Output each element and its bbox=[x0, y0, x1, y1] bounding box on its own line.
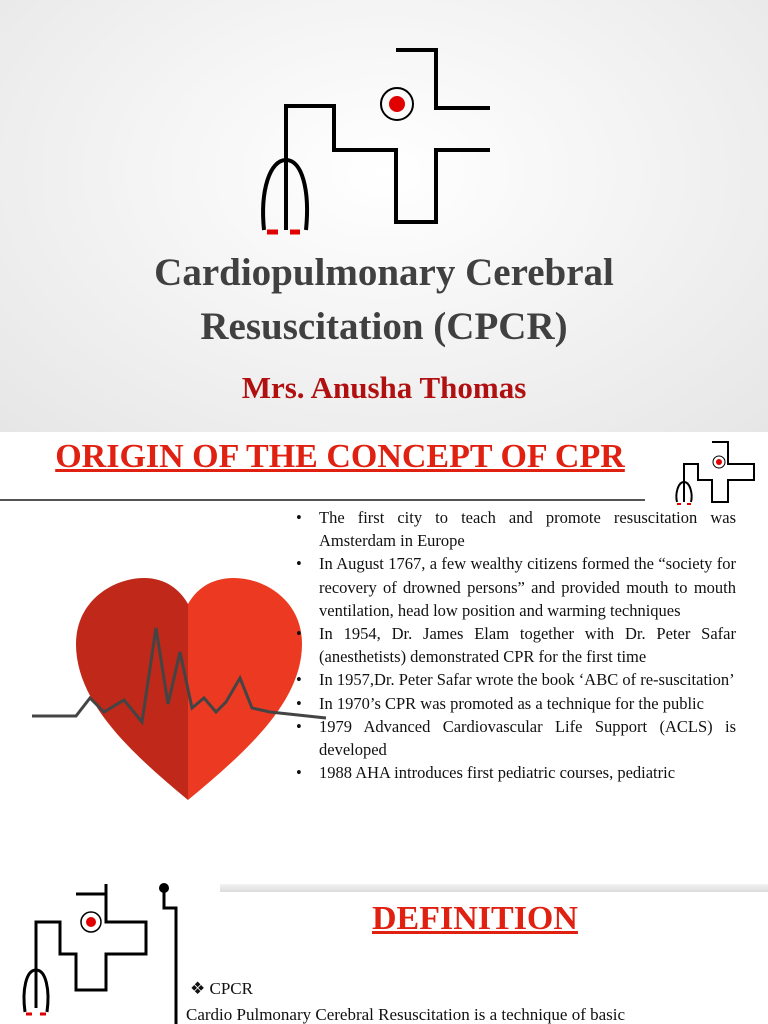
bullet-item: • 1988 AHA introduces first pediatric courses, pediatric bbox=[296, 761, 736, 784]
definition-slide bbox=[0, 862, 768, 1024]
heart-ecg-icon bbox=[30, 572, 330, 812]
diamond-bullet-icon: ❖ bbox=[190, 979, 206, 998]
author-name: Mrs. Anusha Thomas bbox=[241, 370, 527, 405]
origin-heading: ORIGIN OF THE CONCEPT OF CPR bbox=[55, 438, 625, 475]
definition-body: Cardio Pulmonary Cerebral Resuscitation is a technique of basic bbox=[186, 1005, 626, 1024]
title-line-1: Cardiopulmonary Cerebral bbox=[154, 251, 614, 294]
bullet-item: • 1979 Advanced Cardiovascular Life Support (ACLS) is developed bbox=[296, 715, 736, 761]
title-line-2: Resuscitation (CPCR) bbox=[200, 305, 568, 348]
origin-slide bbox=[0, 432, 768, 862]
title-slide bbox=[0, 0, 768, 432]
definition-heading: DEFINITION bbox=[372, 900, 578, 937]
bullet-item: • In August 1767, a few wealthy citizens formed the “society for recovery of drowned persons” and provided mouth to mouth ventilation, head low position and warming techniques bbox=[296, 552, 736, 622]
bullet-item: • In 1954, Dr. James Elam together with Dr. Peter Safar (anesthetists) demonstrated CPR for the first time bbox=[296, 622, 736, 668]
slide-title bbox=[0, 246, 768, 354]
bullet-item: • The first city to teach and promote resuscitation was Amsterdam in Europe bbox=[296, 506, 736, 552]
stethoscope-cross-icon bbox=[250, 40, 490, 240]
definition-item-label: CPCR bbox=[209, 979, 253, 998]
heading-divider bbox=[0, 499, 645, 501]
stethoscope-cross-icon-small bbox=[672, 438, 762, 508]
definition-item bbox=[190, 979, 253, 999]
bullet-item: • In 1957,Dr. Peter Safar wrote the book ‘ABC of re-suscitation’ bbox=[296, 668, 736, 691]
stethoscope-cross-icon-medium bbox=[20, 878, 190, 1024]
origin-bullet-list bbox=[296, 506, 736, 784]
slide-top-bar bbox=[220, 884, 768, 892]
bullet-item: • In 1970’s CPR was promoted as a technique for the public bbox=[296, 692, 736, 715]
